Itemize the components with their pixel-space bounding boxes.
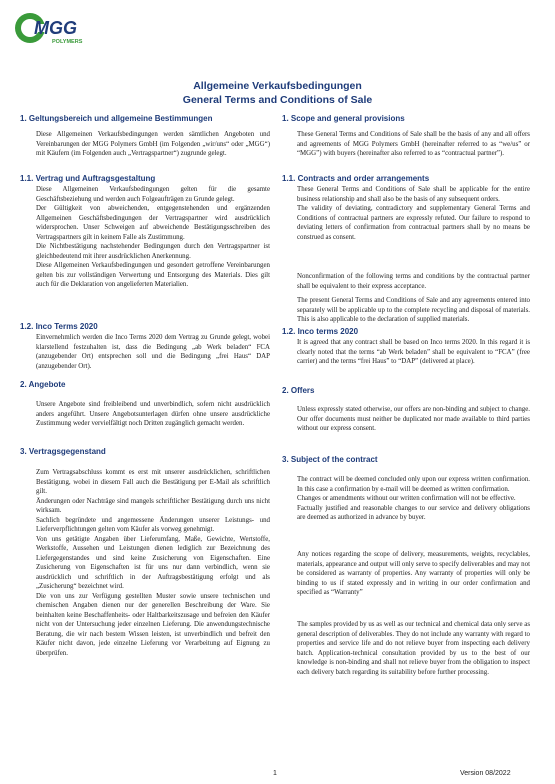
left-heading-1: 1. Geltungsbereich und allgemeine Bestimmungen: [20, 114, 213, 123]
left-paragraph-2: Unsere Angebote sind freibleibend und unverbindlich, sofern nicht ausdrücklich anders angeführt. Unsere Angebotsunterlagen dürfen ohne unsere ausdrückliche Zustimmung weder vervielfältigt noch Dritten zugänglich gemacht werden.: [36, 401, 270, 427]
left-heading-3: 3. Vertragsgegenstand: [20, 447, 106, 456]
right-heading-1-2: 1.2. Inco terms 2020: [282, 327, 359, 336]
right-heading-1-1: 1.1. Contracts and order arrangements: [282, 174, 430, 183]
left-paragraph-1-1: Diese Allgemeinen Verkaufsbedingungen gelten für die gesamte Geschäftsbeziehung und werden auch Folgeaufträgen zu Grunde gelegt. Der Gültigkeit von abweichenden, entgegenstehenden und ergänzenden Allgemeinen Geschäftsbedingungen der Vertragspartner wird ausdrücklich widersprochen. Unser Schweigen auf abweichende Bestätigungsschreiben des Vertragspartners gilt in keinem Falle als Zustimmung. Die Nichtbestätigung nachstehender Bedingungen durch den Vertragspartner ist gleichbedeutend mit ihrer ausdrücklichen Anerkennung. Diese Allgemeinen Verkaufsbedingungen und gesondert getroffene Vereinbarungen gelten bis zur vollständigen Verwertung und Entsorgung des Materials. Dies gilt auch für die Deklaration von angelieferten Materialien.: [36, 186, 270, 288]
right-paragraph-3b: Any notices regarding the scope of delivery, measurements, weights, recyclables, materials, appearance and output will only serve to specify deliverables and may not be considered as warranty of properties. Any warranty of properties will only be binding to us if stated expressly and in writing in our order confirmation and specified as “Warranty”: [297, 551, 530, 596]
left-paragraph-3: Zum Vertragsabschluss kommt es erst mit unserer ausdrücklichen, schriftlichen Bestätigung, wobei in diesem Fall auch die Bestätigung per E-Mail als schriftlich gilt. Änderungen oder Nachträge sind mangels schriftlicher Bestätigung durch uns nicht wirksam. Sachlich begründete und angemessene Änderungen unserer Leistungs- und Lieferverpflichtungen gelten vom Käufer als vorweg genehmigt. Von uns getätigte Angaben über Lieferumfang, Maße, Gewichte, Wertstoffe, Werkstoffe, Aussehen und Leistungen dienen lediglich zur Bezeichnung des Liefergegenstandes und sind keine Zusicherung von Eigenschaften. Eine Zusicherung von Eigenschaften ist für uns nur dann verbindlich, wenn sie ausdrücklich und schriftlich in der Auftragsbestätigung erfolgt und als „Zusicherung“ bezeichnet wird. Die von uns zur Verfügung gestellten Muster sowie unsere technischen und chemischen Angaben dienen nur der generellen Beschreibung der Ware. Sie beinhalten keine Beschaffenheits- oder Haltbarkeitszusage und befreien den Käufer nicht von der Untersuchung jeder einzelnen Lieferung. Die anwendungstechnische Beratung, die wir nach bestem Wissen leisten, ist unverbindlich und befreit den Käufer nicht davon, jede einzelne Lieferung vor Verarbeitung auf Eignung zu überprüfen.: [36, 469, 270, 657]
left-heading-1-1: 1.1. Vertrag und Auftragsgestaltung: [20, 174, 156, 183]
right-paragraph-1: These General Terms and Conditions of Sale shall be the basis of any and all offers and agreements of MGG Polymers GmbH (hereinafter referred to as “we/us” or “MGG”) with buyers (hereinafter also referred to as “contractual partner”).: [297, 131, 530, 157]
left-heading-2: 2. Angebote: [20, 380, 66, 389]
title-german: Allgemeine Verkaufsbedingungen: [193, 80, 362, 92]
title-english: General Terms and Conditions of Sale: [182, 94, 373, 106]
left-heading-1-2: 1.2. Inco Terms 2020: [20, 322, 98, 331]
right-paragraph-2: Unless expressly stated otherwise, our offers are non-binding and subject to change. Our offer documents must neither be duplicated nor made available to third parties without our express consent.: [297, 406, 530, 432]
right-paragraph-1-1a: These General Terms and Conditions of Sale shall be applicable for the entire business relationship and shall also be the basis of any subsequent orders. The validity of deviating, contradictory and supplementary General Terms and Conditions of contractual partners are expressly refuted. Our failure to respond to deviating letters of confirmation from contractual partners shall by no means be construed as consent.: [297, 186, 530, 241]
version-label: Version 08/2022: [460, 770, 511, 777]
left-paragraph-1-2: Einvernehmlich werden die Inco Terms 2020 dem Vertrag zu Grunde gelegt, wobei klarstellend festzuhalten ist, dass die Bedingung „ab Werk beladen“ FCA (anzugebender Ort) entsprechen soll und die Bedingung „frei Haus“ DAP (anzugebender Ort).: [36, 334, 270, 370]
right-paragraph-3a: The contract will be deemed concluded only upon our express written confirmation. In this case a confirmation by e-mail will be deemed as written confirmation. Changes or amendments without our written confirmation will not be effective. Factually justified and reasonable changes to our service and delivery obligations are deemed as authorized in advance by buyer.: [297, 476, 530, 521]
left-paragraph-1: Diese Allgemeinen Verkaufsbedingungen werden sämtlichen Angeboten und Vereinbarungen der MGG Polymers GmbH (im Folgenden „wir/uns“ oder „MGG“) mit Käufern (im Folgenden auch „Vertragspartner“) zugrunde gelegt.: [36, 131, 270, 157]
right-paragraph-1-1c: The present General Terms and Conditions of Sale and any agreements entered into separately will be applicable up to the complete recycling and disposal of materials. This is also applicable to the declaration of supplied materials.: [297, 297, 530, 323]
logo-sub: POLYMERS: [52, 39, 83, 45]
right-paragraph-1-1b: Nonconfirmation of the following terms and conditions by the contractual partner shall be equivalent to their express acceptance.: [297, 273, 530, 290]
logo-brand: MGG: [34, 18, 77, 38]
page-number: 1: [273, 770, 277, 777]
mgg-logo: [12, 8, 142, 48]
mgg-logo-mark: [12, 8, 142, 48]
right-paragraph-3c: The samples provided by us as well as our technical and chemical data only serve as general description of deliverables. They do not include any warranty with regard to properties and service life and do not relieve buyer from inspecting each delivery batch. Application-technical consultation provided by us to the best of our knowledge is non-binding and shall not relieve buyer from the obligation to inspect each delivery batch regarding its suitability before further processing.: [297, 621, 530, 676]
right-paragraph-1-2: It is agreed that any contract shall be based on Inco terms 2020. In this regard it is clearly noted that the terms “ab Werk beladen” shall be equivalent to “FCA” (free carrier) and the terms “frei Haus” to “DAP” (delivered at place).: [297, 339, 530, 365]
right-heading-1: 1. Scope and general provisions: [282, 114, 405, 123]
right-heading-3: 3. Subject of the contract: [282, 455, 378, 464]
right-heading-2: 2. Offers: [282, 386, 315, 395]
